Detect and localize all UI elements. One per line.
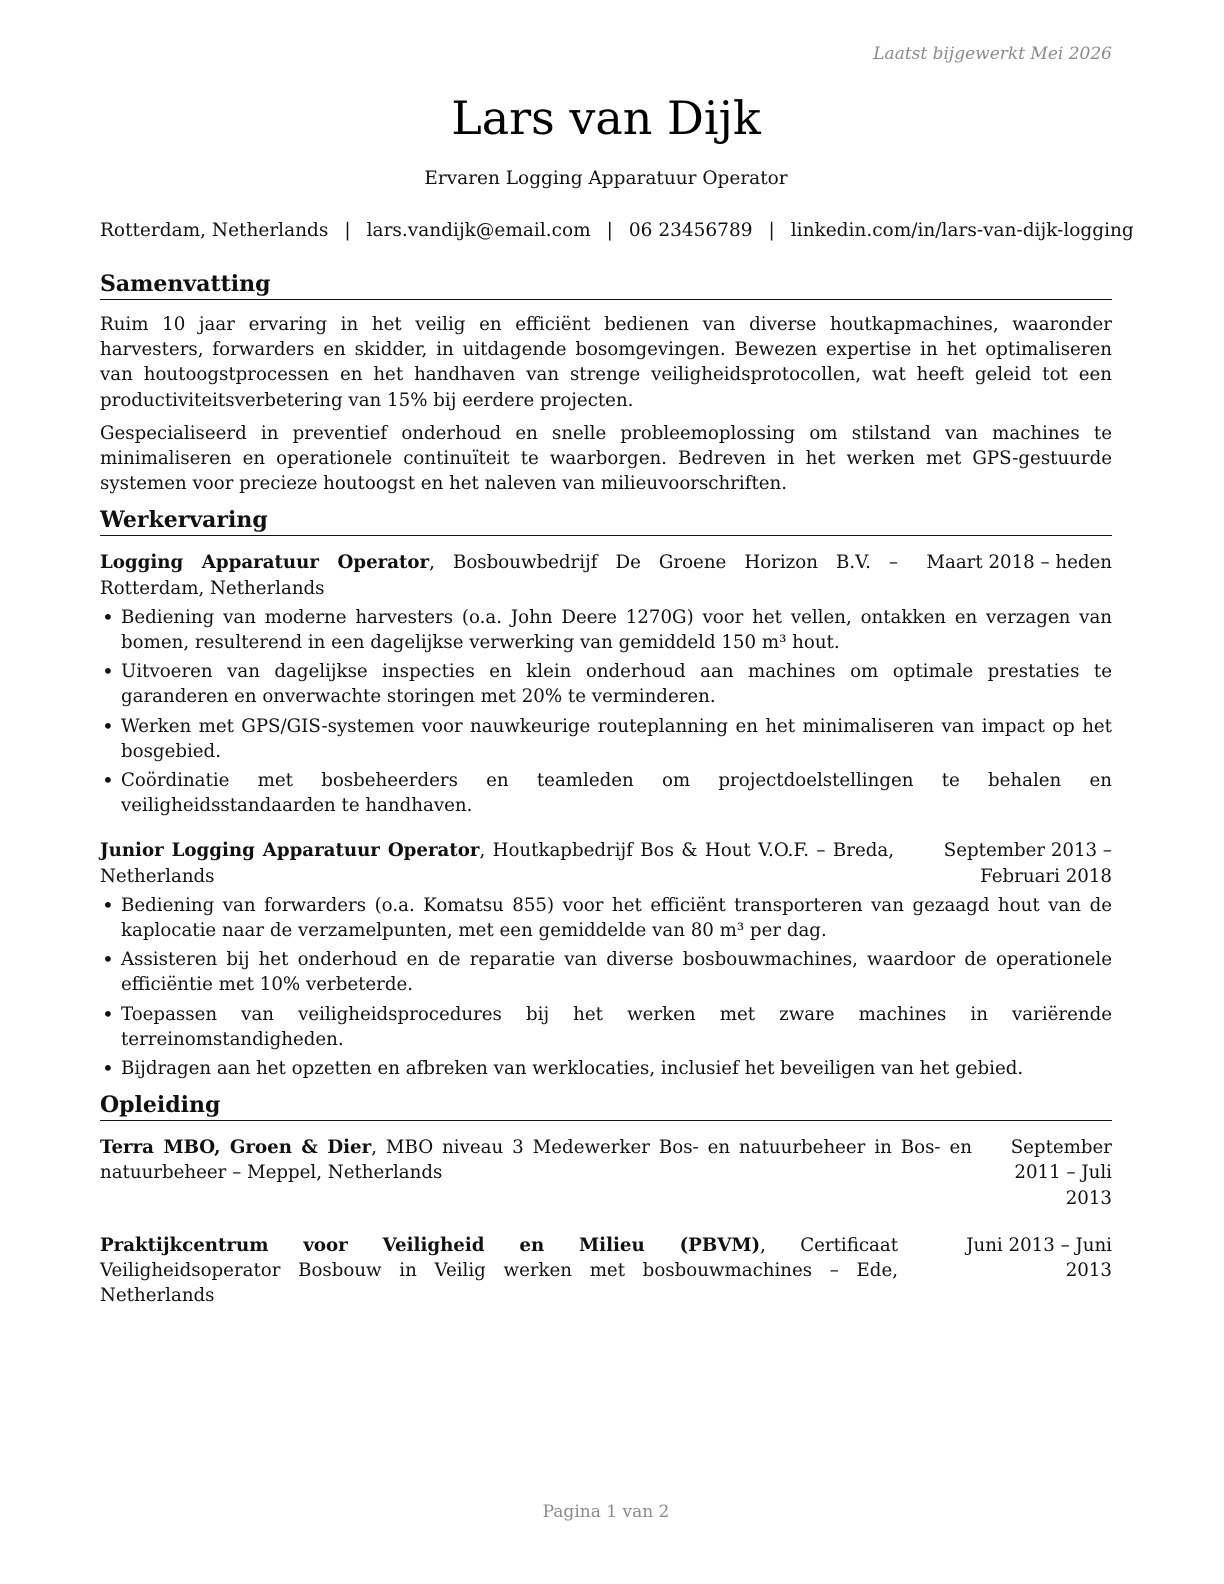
job-bullet: • Bediening van moderne harvesters (o.a. John Deere 1270G) voor het vellen, ontakken en verzagen van bomen, resulterend in een dagelijkse verwerking van gemiddeld 150 m³ hout. bbox=[100, 605, 1112, 655]
education-details: , MBO niveau 3 Medewerker Bos- en natuurbeheer in Bos- en natuurbeheer – Meppel, Netherlands bbox=[100, 1137, 972, 1184]
resume-page bbox=[100, 0, 1134, 1584]
job-bullet: • Coördinatie met bosbeheerders en teamleden om projectdoelstellingen te behalen en veiligheidsstandaarden te handhaven. bbox=[100, 768, 1112, 818]
job-bullet: • Toepassen van veiligheidsprocedures bij het werken met zware machines in variërende terreinomstandigheden. bbox=[100, 1002, 1112, 1052]
resume-content bbox=[100, 270, 1112, 1319]
section-title-experience: Werkervaring bbox=[100, 506, 1112, 536]
contact-separator: | bbox=[344, 220, 351, 241]
candidate-subtitle: Ervaren Logging Apparatuur Operator bbox=[424, 168, 788, 189]
job-bullet: • Uitvoeren van dagelijkse inspecties en klein onderhoud aan machines om optimale prestaties te garanderen en onverwachte storingen met 20% te verminderen. bbox=[100, 659, 1112, 709]
experience-section bbox=[100, 506, 1112, 1081]
education-entry bbox=[100, 1233, 1112, 1309]
job-bullet: • Bediening van forwarders (o.a. Komatsu 855) voor het efficiënt transporteren van gezaagd hout van de kaplocatie naar de verzamelpunten, met een gemiddelde van 80 m³ per dag. bbox=[100, 893, 1112, 943]
contact-separator: | bbox=[768, 220, 775, 241]
education-institution: Praktijkcentrum voor Veiligheid en Milieu (PBVM) bbox=[100, 1234, 761, 1256]
education-dates: September 2011 – Juli 2013 bbox=[1010, 1137, 1112, 1209]
education-header bbox=[100, 1135, 1112, 1211]
job-dates: Maart 2018 – heden bbox=[926, 552, 1112, 574]
job-role: Junior Logging Apparatuur Operator bbox=[100, 840, 480, 862]
job-dates: September 2013 – Februari 2018 bbox=[943, 840, 1112, 887]
job-bullets bbox=[100, 893, 1112, 1081]
contact-location: Rotterdam, Netherlands bbox=[100, 220, 329, 241]
section-title-education: Opleiding bbox=[100, 1091, 1112, 1121]
job-bullet: • Werken met GPS/GIS-systemen voor nauwkeurige routeplanning en het minimaliseren van impact op het bosgebied. bbox=[100, 714, 1112, 764]
education-title-line bbox=[100, 1135, 972, 1185]
job-bullet: • Bijdragen aan het opzetten en afbreken van werklocaties, inclusief het beveiligen van het gebied. bbox=[100, 1056, 1112, 1081]
contact-separator: | bbox=[606, 220, 613, 241]
education-entry bbox=[100, 1135, 1112, 1211]
page-number: Pagina 1 van 2 bbox=[542, 1502, 670, 1522]
education-dates: Juni 2013 – Juni 2013 bbox=[966, 1234, 1112, 1282]
job-header bbox=[100, 838, 1112, 888]
job-company: , Houtkapbedrijf Bos & Hout V.O.F. – Breda, Netherlands bbox=[100, 840, 894, 887]
job-role: Logging Apparatuur Operator bbox=[100, 552, 430, 574]
last-updated: Laatst bijgewerkt Mei 2026 bbox=[873, 44, 1112, 64]
job-header bbox=[100, 550, 1112, 600]
job-company: , Bosbouwbedrijf De Groene Horizon B.V. – Rotterdam, Netherlands bbox=[100, 552, 898, 599]
job-title-line bbox=[100, 838, 894, 888]
education-title-line bbox=[100, 1233, 898, 1309]
contact-email[interactable]: lars.vandijk@email.com bbox=[366, 220, 591, 241]
summary-paragraph: Gespecialiseerd in preventief onderhoud en snelle probleemoplossing om stilstand van machines te minimaliseren en operationele continuïteit te waarborgen. Bedreven in het werken met GPS-gestuurde systemen voor precieze houtoogst en het naleven van milieuvoorschriften. bbox=[100, 422, 1112, 495]
education-section bbox=[100, 1091, 1112, 1308]
job-bullet: • Assisteren bij het onderhoud en de reparatie van diverse bosbouwmachines, waardoor de operationele efficiëntie met 10% verbeterde. bbox=[100, 947, 1112, 997]
education-header bbox=[100, 1233, 1112, 1309]
job-entry bbox=[100, 550, 1112, 818]
section-title-summary: Samenvatting bbox=[100, 270, 1112, 300]
contact-phone: 06 23456789 bbox=[628, 220, 753, 241]
summary-paragraph: Ruim 10 jaar ervaring in het veilig en efficiënt bedienen van diverse houtkapmachines, waaronder harvesters, forwarders en skidder, in uitdagende bosomgevingen. Bewezen expertise in het optimaliseren van houtoogstprocessen en het handhaven van strenge veiligheidsprotocollen, wat heeft geleid tot een productiviteitsverbetering van 15% bij eerdere projecten. bbox=[100, 314, 1112, 411]
contact-line bbox=[100, 219, 1134, 243]
contact-linkedin[interactable]: linkedin.com/in/lars-van-dijk-logging bbox=[790, 220, 1134, 241]
candidate-name: Lars van Dijk bbox=[451, 91, 761, 145]
summary-section bbox=[100, 270, 1112, 496]
job-entry bbox=[100, 838, 1112, 1081]
education-details: , Certificaat Veiligheidsoperator Bosbouw in Veilig werken met bosbouwmachines – Ede, Netherlands bbox=[100, 1234, 899, 1307]
job-title-line bbox=[100, 550, 898, 600]
job-bullets bbox=[100, 605, 1112, 819]
education-institution: Terra MBO, Groen & Dier bbox=[100, 1137, 372, 1159]
